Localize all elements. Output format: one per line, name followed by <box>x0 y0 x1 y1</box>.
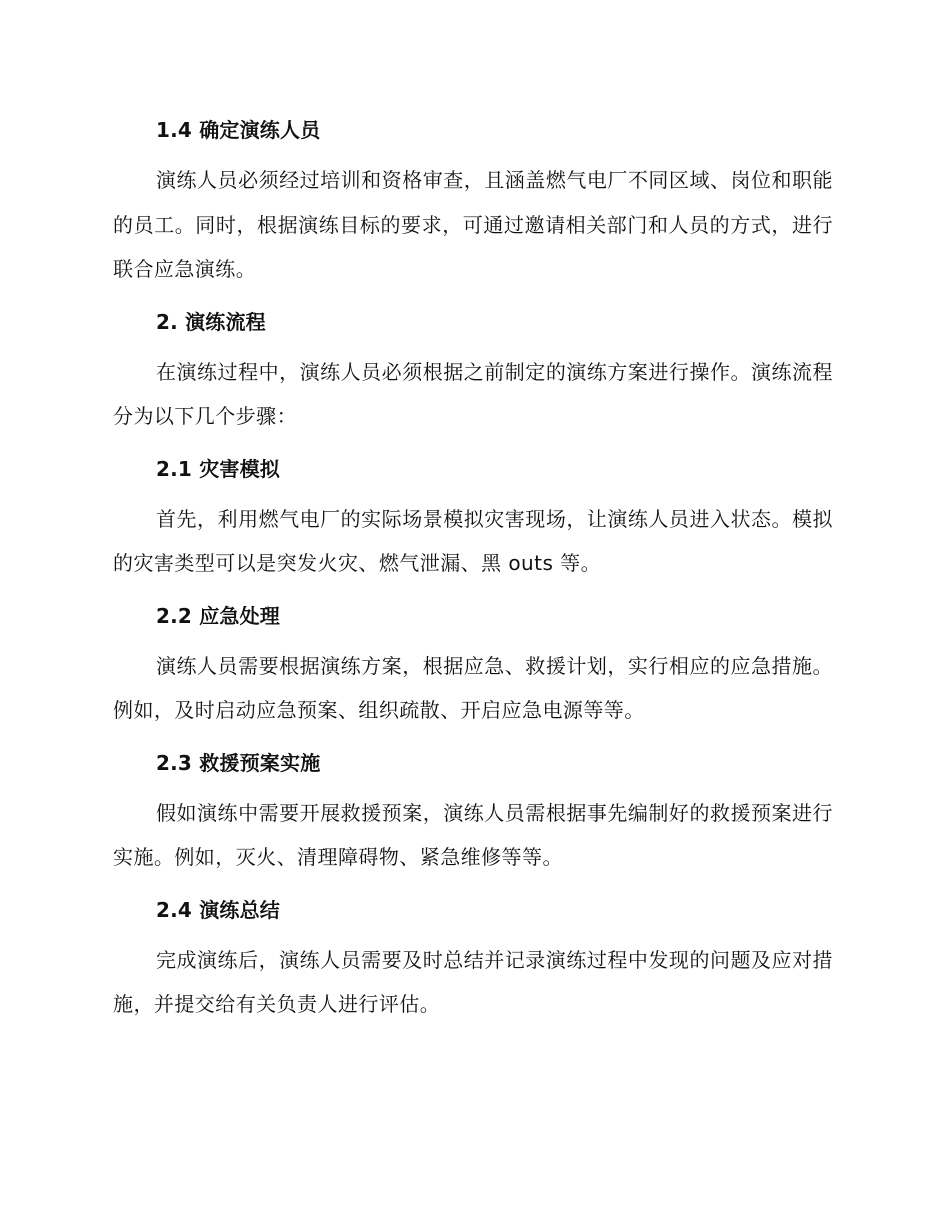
section-2-4 <box>113 892 833 1027</box>
document-content <box>113 112 833 1027</box>
section-paragraph: 假如演练中需要开展救援预案，演练人员需根据事先编制好的救援预案进行实施。例如，灭火、清理障碍物、紧急维修等等。 <box>113 800 833 869</box>
section-heading: 2.3 救援预案实施 <box>156 750 321 775</box>
section-paragraph: 完成演练后，演练人员需要及时总结并记录演练过程中发现的问题及应对措施，并提交给有关负责人进行评估。 <box>113 947 833 1016</box>
section-heading: 2.2 应急处理 <box>156 603 280 628</box>
section-paragraph: 演练人员需要根据演练方案，根据应急、救援计划，实行相应的应急措施。例如，及时启动应急预案、组织疏散、开启应急电源等等。 <box>113 653 833 722</box>
section-2-2 <box>113 598 833 745</box>
section-paragraph: 首先，利用燃气电厂的实际场景模拟灾害现场，让演练人员进入状态。模拟的灾害类型可以是突发火灾、燃气泄漏、黑 outs 等。 <box>113 506 833 575</box>
section-2 <box>113 304 833 451</box>
section-1-4 <box>113 112 833 304</box>
section-paragraph: 演练人员必须经过培训和资格审查，且涵盖燃气电厂不同区域、岗位和职能的员工。同时，根据演练目标的要求，可通过邀请相关部门和人员的方式，进行联合应急演练。 <box>113 168 833 281</box>
section-heading: 2.1 灾害模拟 <box>156 456 280 481</box>
section-paragraph: 在演练过程中，演练人员必须根据之前制定的演练方案进行操作。演练流程分为以下几个步骤： <box>113 359 833 428</box>
section-heading: 2.4 演练总结 <box>156 897 280 922</box>
section-heading: 2. 演练流程 <box>156 309 266 334</box>
section-2-1 <box>113 451 833 598</box>
section-heading: 1.4 确定演练人员 <box>156 118 321 142</box>
section-2-3 <box>113 745 833 892</box>
